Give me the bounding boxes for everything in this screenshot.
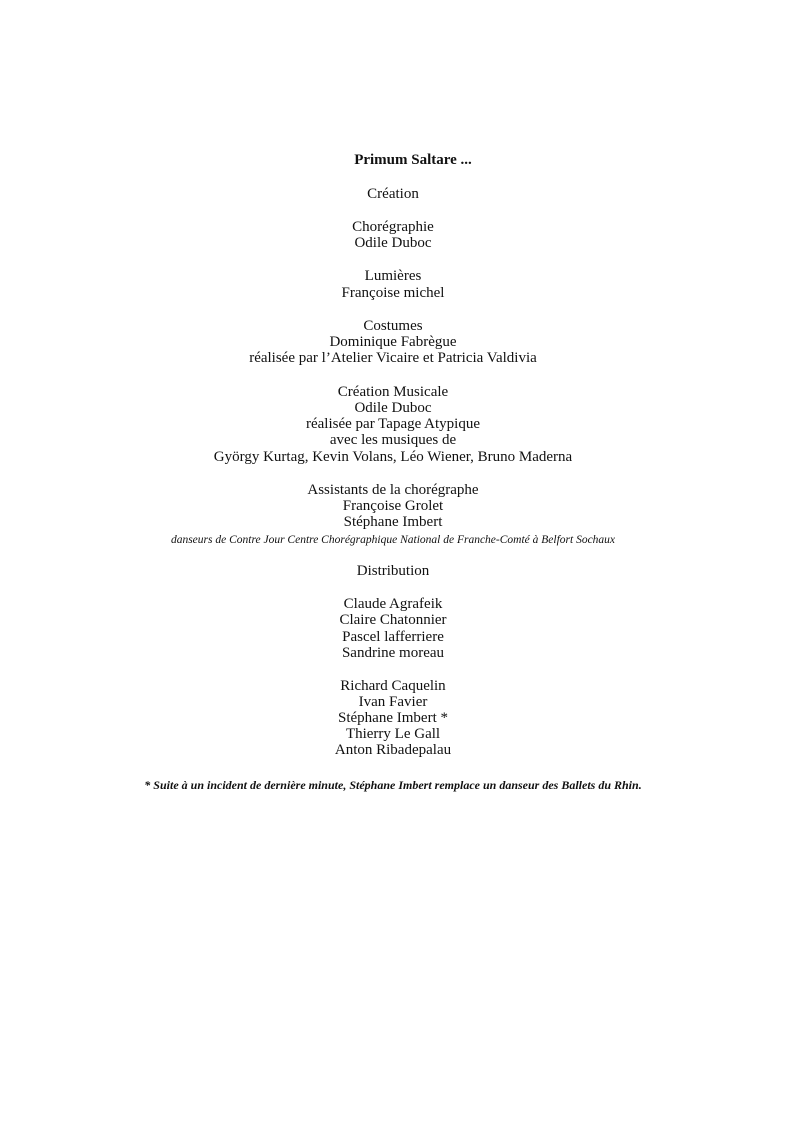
choreography-name: Odile Duboc [354,235,432,251]
dancer-name: Anton Ribadepalau [334,742,452,758]
footnote: * Suite à un incident de dernière minute, Stéphane Imbert remplace un danseur des Ballets du Rhin. [144,778,642,792]
subtitle: Création [367,186,419,202]
music-with: avec les musiques de [329,432,457,448]
page-title: Primum Saltare ... [354,152,472,168]
assistant-1: Françoise Grolet [342,498,444,514]
dancer-name: Claire Chatonnier [339,612,447,628]
music-made-by: réalisée par Tapage Atypique [305,416,481,432]
lighting-label: Lumières [364,268,422,284]
assistant-2: Stéphane Imbert [343,514,443,530]
distribution-label: Distribution [356,563,430,579]
assistants-note: danseurs de Contre Jour Centre Chorégraphique National de Franche-Comté à Belfort Sochaux [170,534,616,546]
costumes-name: Dominique Fabrègue [329,334,457,350]
costumes-made-by: réalisée par l’Atelier Vicaire et Patricia Valdivia [249,350,537,366]
music-composers: György Kurtag, Kevin Volans, Léo Wiener, Bruno Maderna [213,449,573,465]
dancer-name: Stéphane Imbert * [338,710,448,726]
dancer-name: Claude Agrafeik [343,596,443,612]
dancer-name: Sandrine moreau [341,645,445,661]
music-label: Création Musicale [337,384,449,400]
choreography-label: Chorégraphie [352,219,434,235]
assistants-label: Assistants de la chorégraphe [307,482,479,498]
dancer-name: Pascel lafferriere [342,629,444,645]
lighting-name: Françoise michel [341,285,445,301]
dancer-name: Richard Caquelin [340,678,446,694]
costumes-label: Costumes [363,318,423,334]
dancer-name: Thierry Le Gall [345,726,441,742]
music-name: Odile Duboc [354,400,432,416]
dancer-name: Ivan Favier [358,694,428,710]
